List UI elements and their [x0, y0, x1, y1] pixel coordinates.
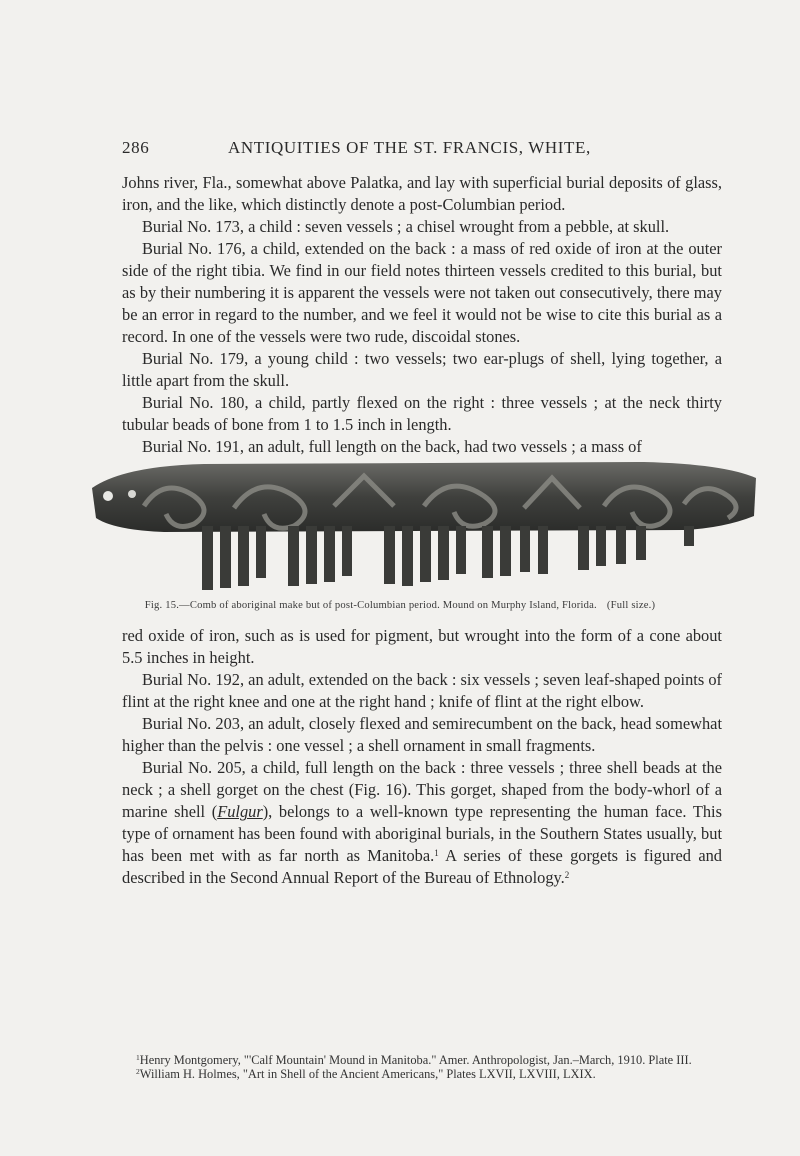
paragraph-burial-180: Burial No. 180, a child, partly flexed on the right : three vessels ; at the neck thirty tubular beads of bone from 1 to 1.5 inch in length.	[122, 393, 722, 434]
running-title: ANTIQUITIES OF THE ST. FRANCIS, WHITE,	[228, 138, 591, 157]
figure-caption	[0, 600, 800, 611]
comb-photograph	[84, 456, 760, 598]
footnote-marker: 2	[136, 1067, 140, 1076]
paragraph-burial-173: Burial No. 173, a child : seven vessels ; a chisel wrought from a pebble, at skull.	[142, 217, 670, 236]
footnote-marker: 1	[136, 1053, 140, 1062]
paragraph-burial-205	[122, 757, 722, 889]
caption-text: Fig. 15.—Comb of aboriginal make but of post-Columbian period. Mound on Murphy Island, Florida.	[144, 600, 597, 611]
paragraph-burial-203: Burial No. 203, an adult, closely flexed and semirecumbent on the back, head somewhat higher than the pelvis : one vessel ; a shell ornament in small fragments.	[122, 714, 722, 755]
paragraph-burial-176: Burial No. 176, a child, extended on the back : a mass of red oxide of iron at the outer side of the right tibia. We find in our field notes thirteen vessels credited to this burial, but as by their numbering it is apparent the vessels were not taken out consecutively, there may be an error in regard to the number, and we feel it would not be wise to cite this burial as a record. In one of the vessels were two rude, discoidal stones.	[122, 239, 722, 346]
paragraph-burial-191: Burial No. 191, an adult, full length on the back, had two vessels ; a mass of	[142, 437, 642, 456]
paragraph-burial-192: Burial No. 192, an adult, extended on the back : six vessels ; seven leaf-shaped points of flint at the right knee and one at the right hand ; knife of flint at the right elbow.	[122, 670, 722, 711]
footnote-text: William H. Holmes, "Art in Shell of the Ancient Americans," Plates LXVII, LXVIII, LXIX.	[139, 1067, 596, 1081]
page-number: 286	[122, 138, 150, 157]
text-block-bottom	[122, 625, 722, 889]
paragraph: Johns river, Fla., somewhat above Palatka, and lay with superficial burial deposits of glass, iron, and the like, which distinctly denote a post-Columbian period.	[122, 173, 722, 214]
paragraph-burial-205-text-cont2: A series of these gorgets is figured and described in the Second Annual Report of the Bureau of Ethnology.	[122, 846, 722, 887]
footnote-ref-1: 1	[434, 848, 439, 858]
paragraph-burial-179: Burial No. 179, a young child : two vessels; two ear-plugs of shell, lying together, a little apart from the skull.	[122, 349, 722, 390]
taxon-name: Fulgur	[217, 802, 263, 821]
caption-size-note: (Full size.)	[606, 600, 656, 611]
paragraph-continued: red oxide of iron, such as is used for pigment, but wrought into the form of a cone about 5.5 inches in height.	[122, 626, 722, 667]
text-block-top	[122, 172, 722, 458]
footnote-ref-2: 2	[564, 870, 570, 880]
paragraph-burial-205-text: Burial No. 205, a child, full length on the back : three vessels ; three shell beads at the neck ; a shell gorget on the chest (Fig. 16). This gorget, shaped from the body-whorl of a marine shell (	[122, 758, 722, 821]
footnote-text: Henry Montgomery, "'Calf Mountain' Mound in Manitoba." Amer. Anthropologist, Jan.–March, 1910. Plate III.	[139, 1053, 692, 1067]
footnote-1	[122, 1053, 722, 1067]
paragraph-burial-205-text-cont: ), belongs to a well-known type representing the human face. This type of ornament has been found with aboriginal burials, in the Southern States usually, but has been met with as far north as Manitoba.	[122, 802, 722, 865]
footnote-2	[122, 1067, 722, 1081]
footnotes	[122, 1053, 722, 1081]
